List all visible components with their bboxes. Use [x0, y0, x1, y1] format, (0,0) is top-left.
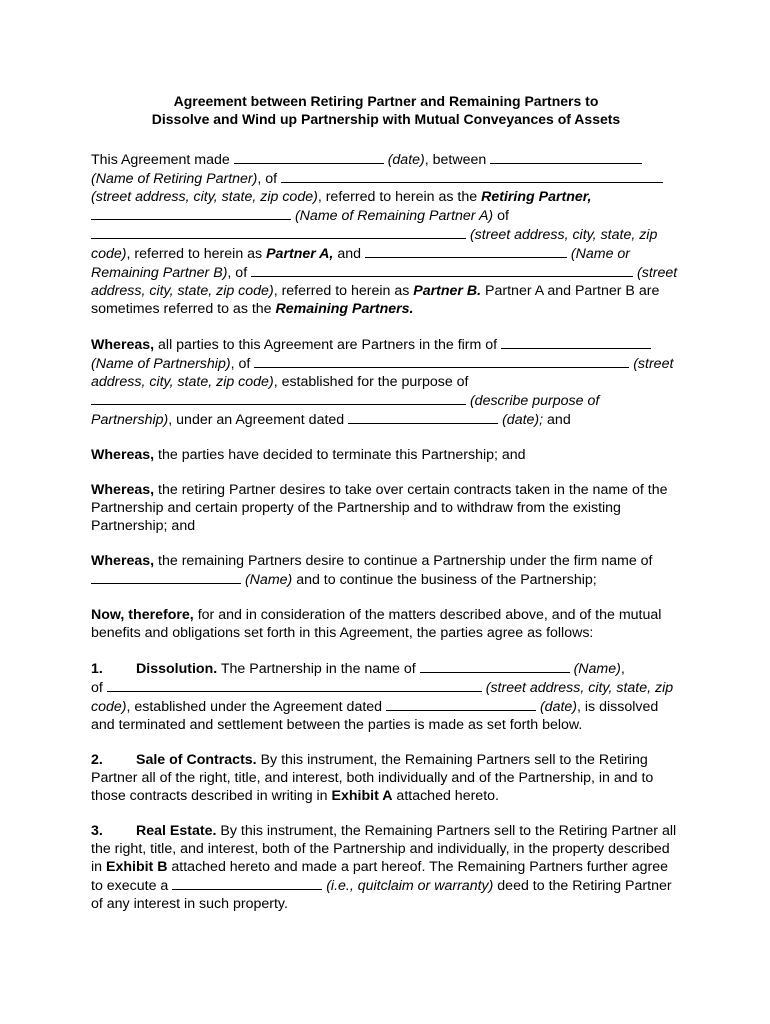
intro-text: of [493, 208, 509, 224]
whereas-text: the parties have decided to terminate this Partnership; and [154, 447, 526, 463]
whereas-text: and [543, 412, 571, 428]
address-hint: (street address, city, state, zip code) [91, 189, 318, 205]
whereas-retiring-paragraph [91, 481, 681, 535]
whereas-lead: Whereas, [91, 482, 155, 498]
address-hint: (street address, city, state, zip code) [91, 356, 674, 390]
section-sale-of-contracts [91, 751, 681, 805]
dissolved-agreement-date-blank[interactable] [386, 697, 536, 711]
whereas-text: , of [230, 356, 255, 372]
partner-b-address-blank[interactable] [251, 263, 633, 277]
section-heading: Real Estate. [136, 823, 217, 839]
partnership-address-blank[interactable] [254, 354, 629, 368]
agreement-date-blank[interactable] [234, 150, 384, 164]
section-number: 1. [91, 661, 103, 677]
section-text: By this instrument, the Remaining Partners sell to the Retiring Partner all of the right, title, and interest, both individually and of the Partnership, in and to those contracts described in writing in [91, 752, 654, 804]
date-hint: (date); [502, 412, 544, 428]
retiring-partner-term: Retiring Partner, [481, 189, 592, 205]
partner-b-term: Partner B. [413, 283, 482, 299]
section-dissolution [91, 659, 681, 734]
retiring-partner-name-blank[interactable] [490, 150, 642, 164]
dissolved-partnership-name-blank[interactable] [420, 659, 570, 673]
whereas-text: the remaining Partners desire to continue a Partnership under the firm name of [154, 553, 653, 569]
remaining-partners-term: Remaining Partners. [275, 301, 414, 317]
title-line-1: Agreement between Retiring Partner and Remaining Partners to [173, 93, 599, 109]
address-hint: (street address, city, state, zip code) [91, 265, 678, 299]
section-text: attached hereto. [392, 788, 499, 804]
whereas-partnership-paragraph [91, 335, 681, 429]
address-hint: code) [91, 246, 127, 262]
section-heading: Sale of Contracts. [136, 752, 257, 768]
section-text: By this instrument, the Remaining Partners sell to the Retiring Partner all the right, title, and interest, both of the Partnership and individually, in the property described in [91, 823, 677, 875]
intro-text: , between [424, 152, 491, 168]
retiring-partner-address-blank[interactable] [281, 169, 663, 183]
date-hint: (date) [539, 699, 578, 715]
section-text: attached hereto and made a part hereof. The Remaining Partners further agree to execute a [91, 859, 669, 894]
whereas-text: , under an Agreement dated [168, 412, 349, 428]
partner-a-name-blank[interactable] [91, 206, 291, 220]
intro-text: Partner A and Partner B are sometimes referred to as the [91, 283, 660, 317]
address-hint: (street address, city, state, zip code) [91, 680, 674, 715]
partner-b-name-blank[interactable] [365, 244, 567, 258]
intro-text: and [333, 246, 365, 262]
name-hint: (Name) [244, 572, 293, 588]
intro-text: , of [257, 171, 282, 187]
whereas-lead: Whereas, [91, 553, 155, 569]
document-title [91, 92, 681, 128]
name-hint: (Name) [573, 661, 621, 677]
whereas-text: and to continue the business of the Partnership; [292, 572, 597, 588]
exhibit-reference: Exhibit B [105, 859, 168, 875]
intro-text: , of [227, 265, 252, 281]
partnership-purpose-blank[interactable] [91, 391, 466, 405]
deed-type-hint: (i.e., quitclaim or warranty) [326, 878, 494, 894]
intro-text: This Agreement made [91, 152, 234, 168]
section-text: The Partnership in the name of [217, 661, 420, 677]
whereas-remaining-paragraph [91, 552, 681, 589]
title-line-2: Dissolve and Wind up Partnership with Mutual Conveyances of Assets [151, 111, 621, 127]
section-text: deed to the Retiring Partner of any interest in such property. [91, 878, 672, 912]
purpose-hint: (describe purpose of Partnership) [91, 393, 600, 428]
partner-b-name-hint: (Name or Remaining Partner B) [91, 246, 631, 281]
dissolved-partnership-address-blank[interactable] [107, 678, 482, 692]
therefore-text: for and in consideration of the matters described above, and of the mutual benefits and obligations set forth in this Agreement, the parties agree as follows: [91, 607, 662, 641]
section-text: , [620, 661, 625, 677]
whereas-terminate-paragraph [91, 446, 681, 464]
section-text: , is dissolved and terminated and settlement between the parties is made as set forth below. [91, 699, 659, 733]
retiring-name-hint: (Name of Retiring Partner) [91, 171, 258, 187]
partnership-name-blank[interactable] [501, 335, 651, 349]
new-firm-name-blank[interactable] [91, 570, 241, 584]
address-hint: (street address, city, state, zip [469, 227, 658, 243]
section-number: 2. [91, 752, 103, 768]
partner-a-term: Partner A, [266, 246, 334, 262]
therefore-lead: Now, therefore, [91, 607, 194, 623]
whereas-lead: Whereas, [91, 447, 155, 463]
whereas-text: the retiring Partner desires to take over certain contracts taken in the name of the Partnership and certain property of the Partnership and to withdraw from the existing Partnership; and [91, 482, 668, 534]
section-heading: Dissolution. [136, 661, 218, 677]
section-number: 3. [91, 823, 103, 839]
partner-a-name-hint: (Name of Remaining Partner A) [294, 208, 494, 224]
exhibit-reference: Exhibit A [331, 788, 393, 804]
intro-text: , referred to herein as [273, 283, 414, 299]
partner-a-address-blank[interactable] [91, 225, 466, 239]
intro-paragraph [91, 150, 681, 318]
intro-text: , referred to herein as [126, 246, 267, 262]
whereas-lead: Whereas, [91, 337, 155, 353]
whereas-text: , established for the purpose of [273, 374, 469, 390]
section-text: of [91, 680, 107, 696]
section-text: , established under the Agreement dated [126, 699, 386, 715]
date-hint: (date) [387, 152, 425, 168]
partnership-agreement-date-blank[interactable] [348, 410, 498, 424]
document-page [91, 92, 681, 930]
section-real-estate [91, 822, 681, 913]
deed-type-blank[interactable] [172, 876, 322, 890]
now-therefore-paragraph [91, 606, 681, 642]
intro-text: , referred to herein as the [317, 189, 482, 205]
whereas-text: all parties to this Agreement are Partners in the firm of [154, 337, 502, 353]
partnership-name-hint: (Name of Partnership) [91, 356, 231, 372]
